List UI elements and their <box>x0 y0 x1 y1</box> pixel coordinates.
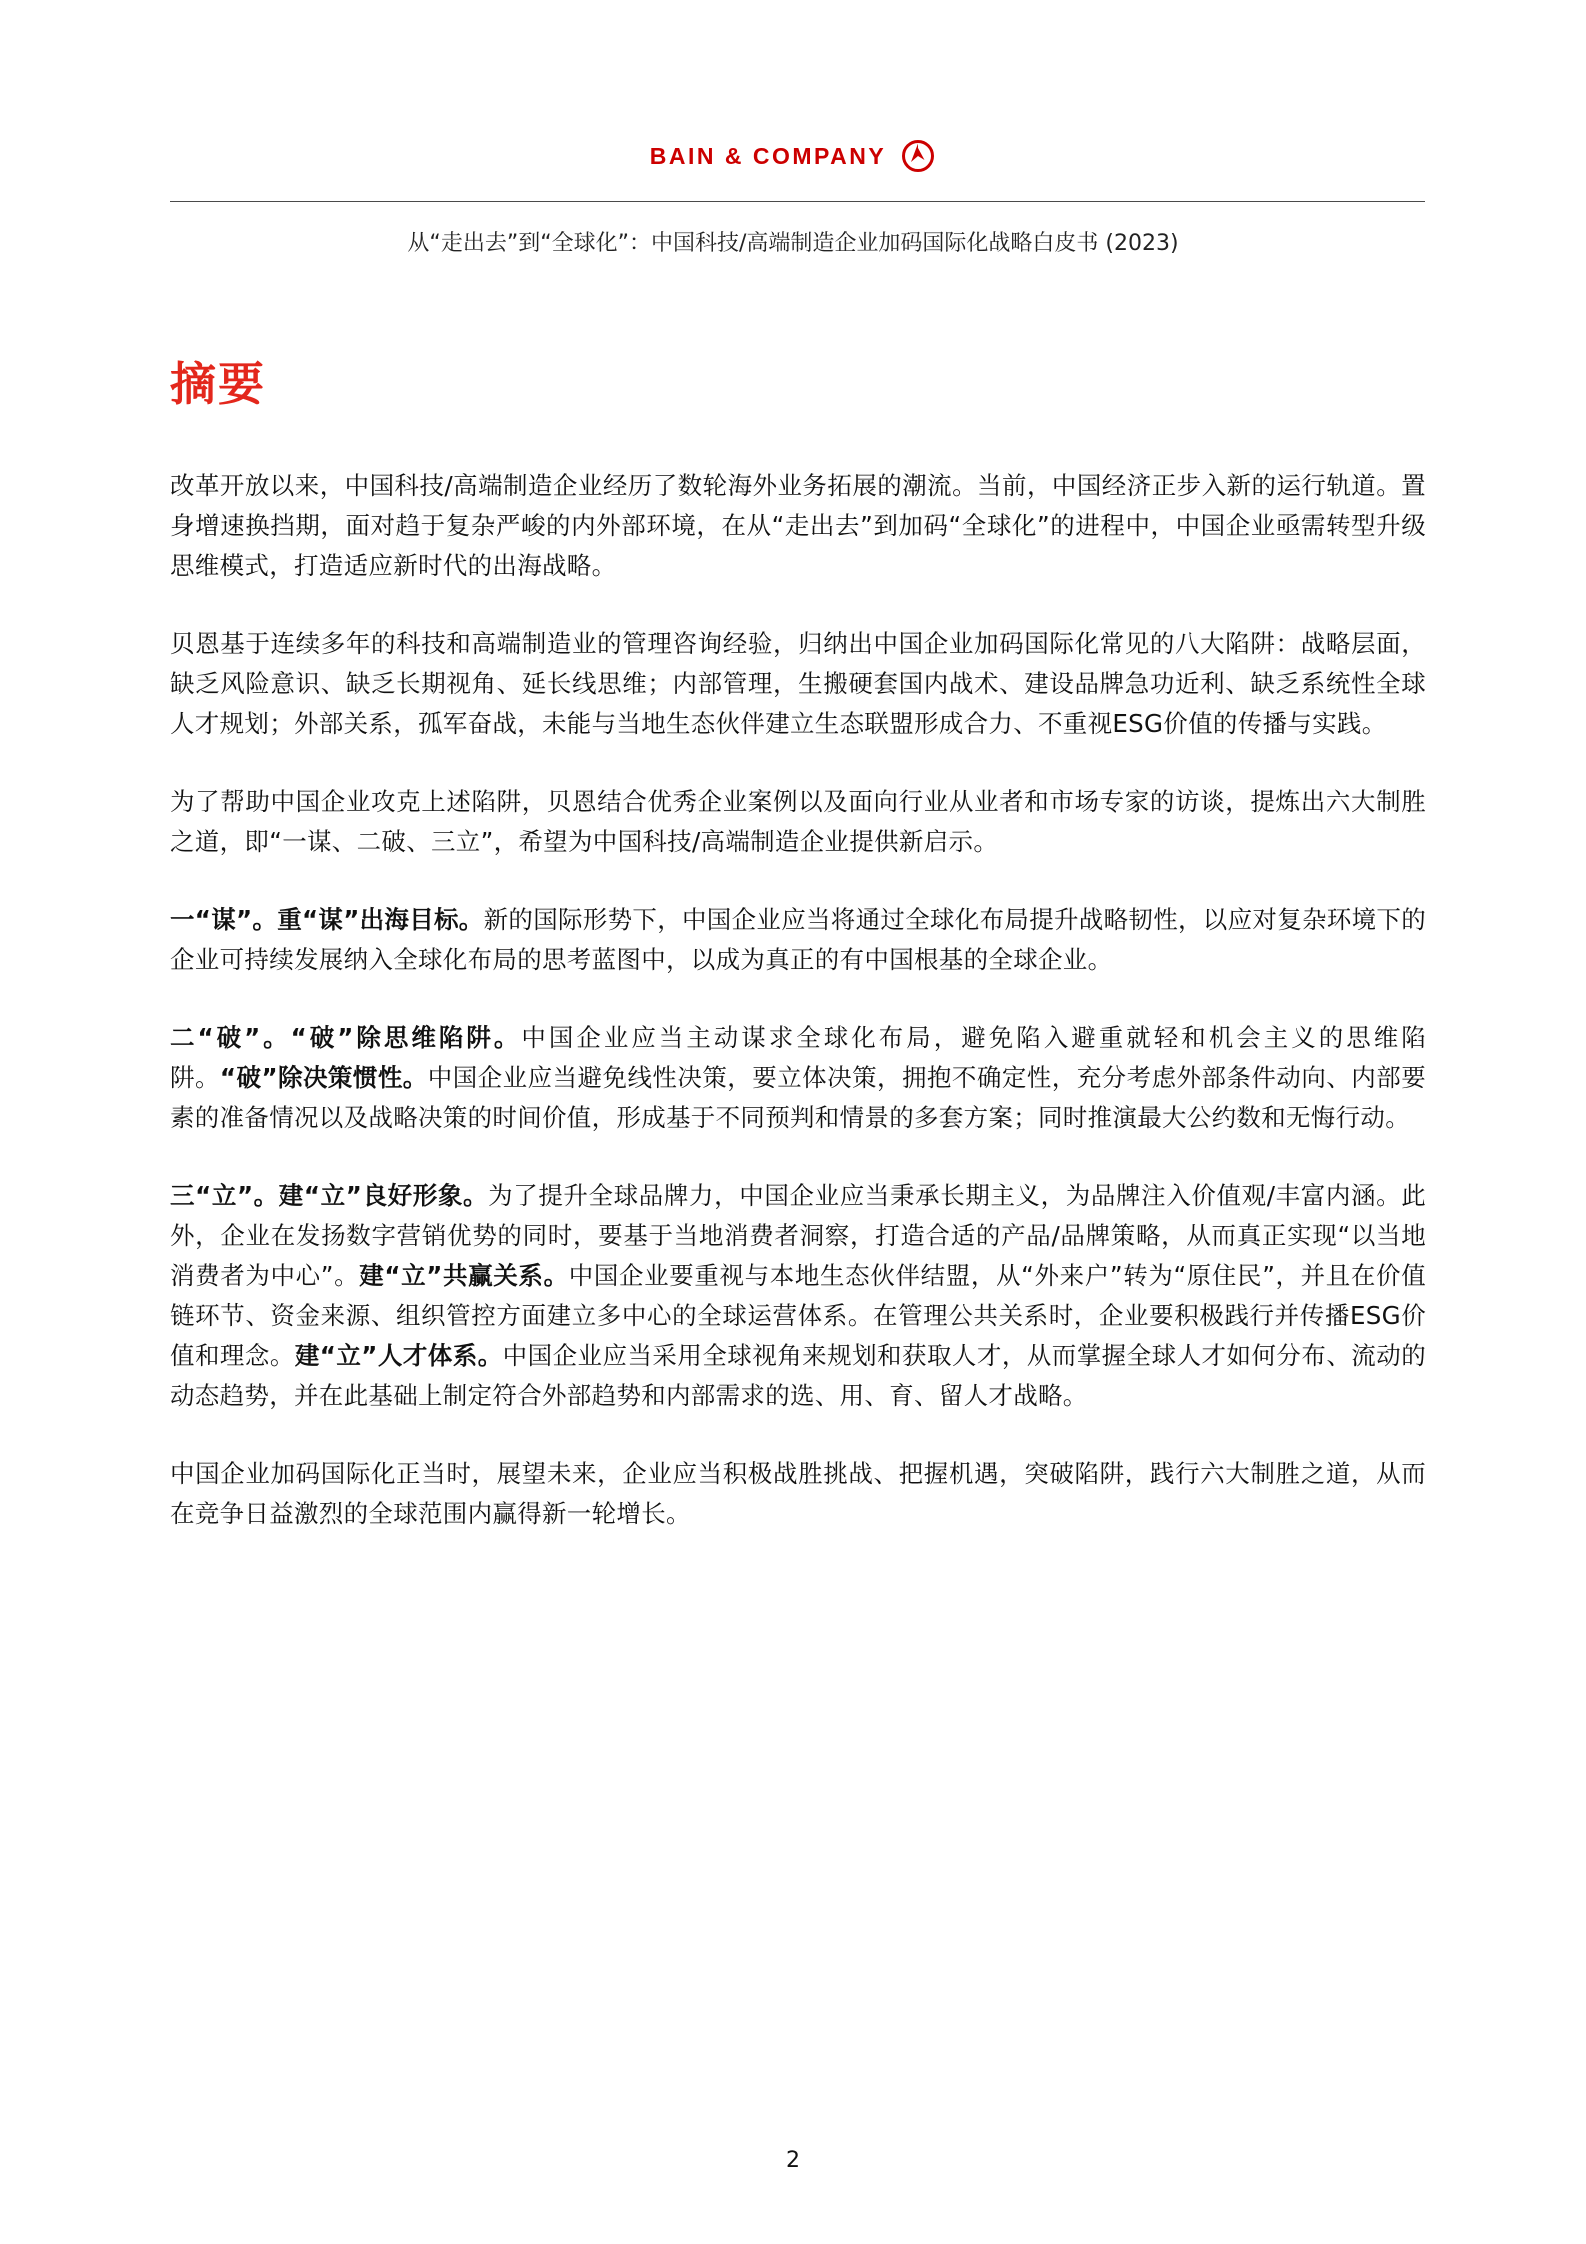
brand-name: BAIN & COMPANY <box>649 142 887 169</box>
strategy-two-text: 中国企业应当主动谋求全球化布局，避免陷入避重就轻和机会主义的思维陷阱。 <box>170 1023 1426 1092</box>
strategy-two-heading: 二“破”。“破”除思维陷阱。 <box>170 1023 522 1052</box>
brand-header <box>0 138 1586 174</box>
summary-body <box>170 466 1426 1572</box>
paragraph-strategies: 为了帮助中国企业攻克上述陷阱，贝恩结合优秀企业案例以及面向行业从业者和市场专家的访谈，提炼出六大制胜之道，即“一谋、二破、三立”，希望为中国科技/高端制造企业提供新启示。 <box>170 787 1426 856</box>
paragraph-intro: 改革开放以来，中国科技/高端制造企业经历了数轮海外业务拓展的潮流。当前，中国经济正步入新的运行轨道。置身增速换挡期，面对趋于复杂严峻的内外部环境，在从“走出去”到加码“全球化”的进程中，中国企业亟需转型升级思维模式，打造适应新时代的出海战略。 <box>170 471 1426 580</box>
strategy-three-subheading-relations: 建“立”共赢关系。 <box>359 1261 569 1290</box>
strategy-three-heading: 三“立”。建“立”良好形象。 <box>170 1181 489 1210</box>
paragraph-strategy-one <box>170 900 1426 980</box>
page-number: 2 <box>786 2148 800 2173</box>
paragraph-strategy-two <box>170 1018 1426 1138</box>
report-title: 从“走出去”到“全球化”：中国科技/高端制造企业加码国际化战略白皮书 (2023) <box>407 231 1179 256</box>
strategy-three-text: 为了提升全球品牌力，中国企业应当秉承长期主义，为品牌注入价值观/丰富内涵。此外，企业在发扬数字营销优势的同时，要基于当地消费者洞察，打造合适的产品/品牌策略，从而真正实现“以当地消费者为中心”。 <box>170 1181 1427 1290</box>
strategy-three-relations-text: 中国企业要重视与本地生态伙伴结盟，从“外来户”转为“原住民”，并且在价值链环节、资金来源、组织管控方面建立多中心的全球运营体系。在管理公共关系时，企业要积极践行并传播ESG价值和理念。 <box>170 1261 1426 1370</box>
strategy-two-subtext: 中国企业应当避免线性决策，要立体决策，拥抱不确定性，充分考虑外部条件动向、内部要素的准备情况以及战略决策的时间价值，形成基于不同预判和情景的多套方案；同时推演最大公约数和无悔行动。 <box>170 1063 1426 1132</box>
paragraph-strategy-three <box>170 1176 1426 1416</box>
section-heading: 摘要 <box>170 357 266 411</box>
strategy-three-subheading-talent: 建“立”人才体系。 <box>294 1341 503 1370</box>
strategy-two-subheading: “破”除决策惯性。 <box>219 1063 428 1092</box>
paragraph-conclusion: 中国企业加码国际化正当时，展望未来，企业应当积极战胜挑战、把握机遇，突破陷阱，践行六大制胜之道，从而在竞争日益激烈的全球范围内赢得新一轮增长。 <box>170 1459 1426 1528</box>
strategy-three-talent-text: 中国企业应当采用全球视角来规划和获取人才，从而掌握全球人才如何分布、流动的动态趋势，并在此基础上制定符合外部趋势和内部需求的选、用、育、留人才战略。 <box>170 1341 1427 1410</box>
header-divider <box>170 201 1425 202</box>
strategy-one-text: 新的国际形势下，中国企业应当将通过全球化布局提升战略韧性，以应对复杂环境下的企业可持续发展纳入全球化布局的思考蓝图中，以成为真正的有中国根基的全球企业。 <box>170 905 1427 974</box>
bain-logo-icon <box>900 138 936 174</box>
strategy-one-heading: 一“谋”。重“谋”出海目标。 <box>170 905 484 934</box>
paragraph-pitfalls: 贝恩基于连续多年的科技和高端制造业的管理咨询经验，归纳出中国企业加码国际化常见的八大陷阱：战略层面，缺乏风险意识、缺乏长期视角、延长线思维；内部管理，生搬硬套国内战术、建设品牌急功近利、缺乏系统性全球人才规划；外部关系，孤军奋战，未能与当地生态伙伴建立生态联盟形成合力、不重视ESG价值的传播与实践。 <box>170 629 1426 738</box>
